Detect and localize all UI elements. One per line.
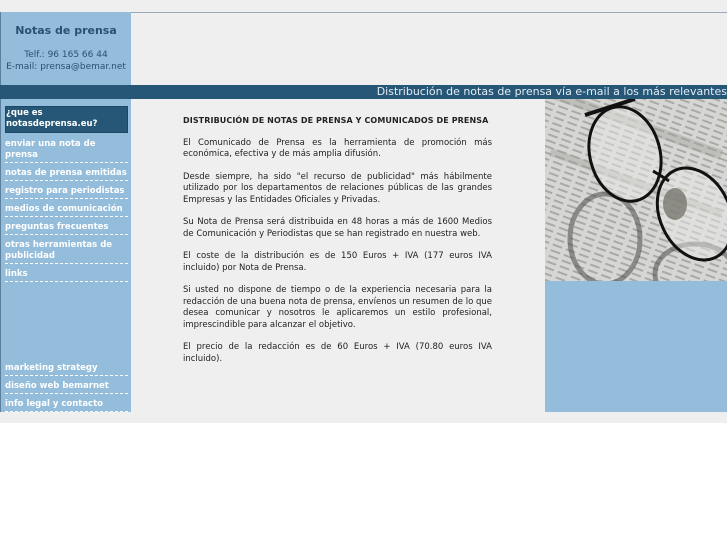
paragraph: El precio de la redacción es de 60 Euros + IVA (70.80 euros IVA incluido). <box>183 342 492 364</box>
banner-bar <box>0 85 727 99</box>
glasses-icon <box>545 99 727 281</box>
sidebar-item-otras-herramientas[interactable]: otras herramientas de publicidad <box>5 239 128 264</box>
banner-text: Distribución de notas de prensa vía e-mail a los más relevantes <box>376 85 727 98</box>
paragraph: Desde siempre, ha sido "el recurso de publicidad" más hábilmente utilizado por los departamentos de relaciones públicas de las grandes Empresas y las Entidades Oficiales y Privadas. <box>183 171 492 205</box>
sidebar-item-que-es[interactable]: ¿que es notasdeprensa.eu? <box>5 106 128 133</box>
paragraph: Si usted no dispone de tiempo o de la experiencia necesaria para la redacción de una buena nota de prensa, envíenos un resumen de lo que desea comunicar y nosotros le aplicaremos un estilo profesional, imprescindible para alcanzar el objetivo. <box>183 285 492 330</box>
sidebar-item-enviar-nota[interactable]: enviar una nota de prensa <box>5 138 128 163</box>
paragraph: Su Nota de Prensa será distribuida en 48 horas a más de 1600 Medios de Comunicación y Periodistas que se han registrado en nuestra web. <box>183 217 492 239</box>
sidebar-item-registro-periodistas[interactable]: registro para periodistas <box>5 185 128 199</box>
right-panel <box>545 281 727 412</box>
sidebar-item-diseno-web[interactable]: diseño web bemarnet <box>5 380 128 394</box>
sidebar-item-notas-emitidas[interactable]: notas de prensa emitidas <box>5 167 128 181</box>
phone-text: Telf.: 96 165 66 44 <box>24 50 108 60</box>
glasses-newspaper-photo <box>545 99 727 281</box>
sidebar-item-medios[interactable]: medios de comunicación <box>5 203 128 217</box>
sidebar-item-preguntas[interactable]: preguntas frecuentes <box>5 221 128 235</box>
email-text: E-mail: prensa@bemar.net <box>6 62 126 72</box>
page-heading: DISTRIBUCIÓN DE NOTAS DE PRENSA Y COMUNICADOS DE PRENSA <box>183 116 489 125</box>
sidebar-nav <box>5 106 128 286</box>
sidebar-item-links[interactable]: links <box>5 268 128 282</box>
sidebar <box>0 99 131 412</box>
paragraph: El coste de la distribución es de 150 Euros + IVA (177 euros IVA incluido) por Nota de Prensa. <box>183 251 492 273</box>
sidebar-item-marketing[interactable]: marketing strategy <box>5 362 128 376</box>
site-title: Notas de prensa <box>15 24 117 37</box>
main-content <box>131 99 545 412</box>
header-logo-box <box>0 12 131 85</box>
sidebar-bottom-nav <box>5 362 128 416</box>
sidebar-item-info-legal[interactable]: info legal y contacto <box>5 398 128 412</box>
paragraph: El Comunicado de Prensa es la herramienta de promoción más económica, efectiva y de más amplia difusión. <box>183 137 492 159</box>
